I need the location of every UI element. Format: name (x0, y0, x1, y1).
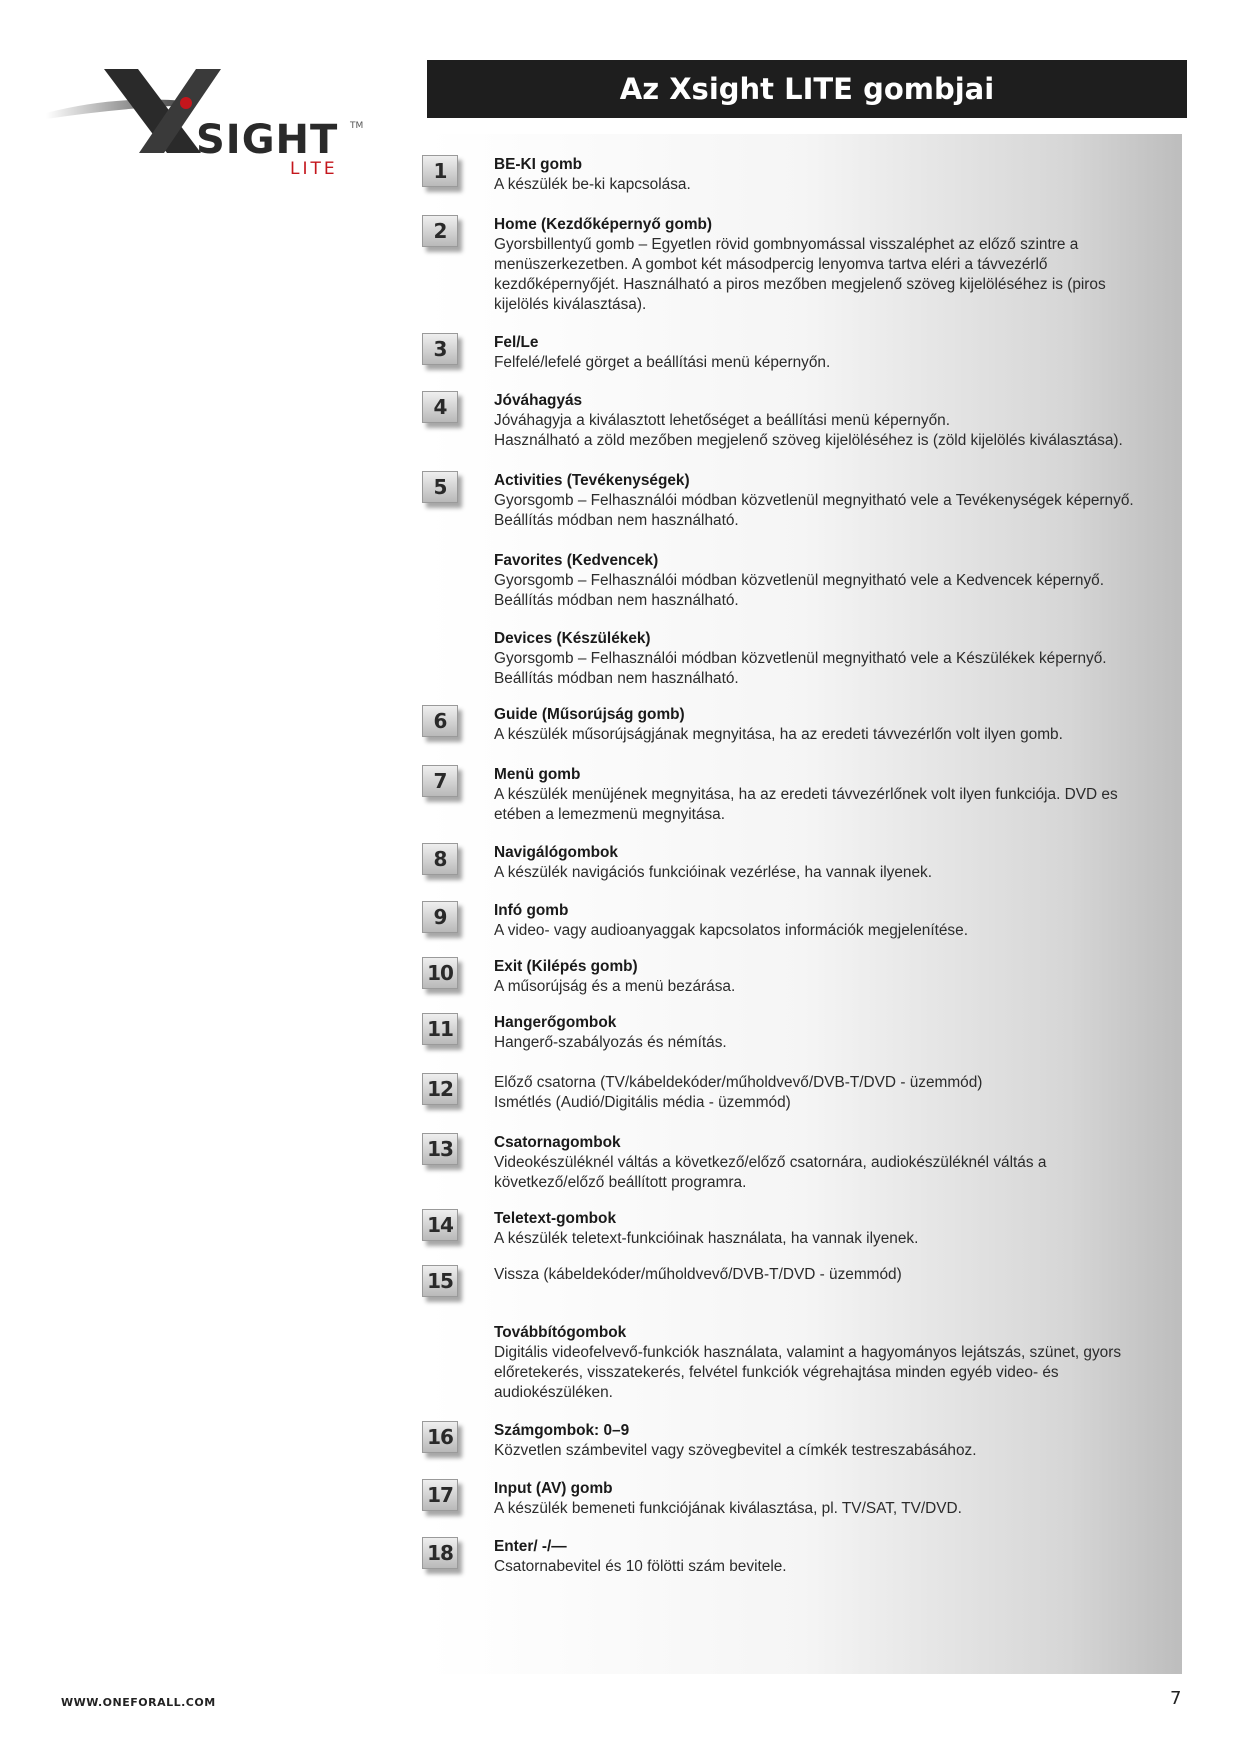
item-heading: Csatornagombok (494, 1134, 621, 1151)
item-text (494, 1537, 1168, 1577)
item-description-line: A készülék menüjének megnyitása, ha az eredeti távvezérlőnek volt ilyen funkciója. DVD es (494, 786, 1118, 803)
item-text (494, 1265, 1168, 1285)
button-number-badge: 13 (422, 1133, 458, 1165)
list-item (418, 471, 1168, 531)
brand-logo (46, 55, 366, 179)
button-list (418, 155, 1168, 1577)
item-text (494, 901, 1168, 941)
item-description-line: Ismétlés (Audió/Digitális média - üzemmód) (494, 1094, 791, 1111)
item-description-line: Gyorsbillentyű gomb – Egyetlen rövid gombnyomással visszaléphet az előző szintre a (494, 236, 1079, 253)
item-description-line: kezdőképernyőjét. Használható a piros mezőben megjelenő szöveg kijelöléséhez is (piros (494, 276, 1106, 293)
item-description-line: Felfelé/lefelé görget a beállítási menü képernyőn. (494, 354, 831, 371)
button-number-badge: 6 (422, 705, 458, 737)
item-description-line: Előző csatorna (TV/kábeldekóder/műholdvevő/DVB-T/DVD - üzemmód) (494, 1074, 983, 1091)
item-heading: Infó gomb (494, 902, 569, 919)
list-item (418, 1265, 1168, 1305)
item-description-line: A készülék műsorújságjának megnyitása, ha az eredeti távvezérlőn volt ilyen gomb. (494, 726, 1063, 743)
button-number-badge: 10 (422, 957, 458, 989)
item-description-line: A készülék bemeneti funkciójának kiválasztása, pl. TV/SAT, TV/DVD. (494, 1500, 962, 1517)
button-number-badge: 7 (422, 765, 458, 797)
logo-lite-label: LITE (290, 159, 338, 179)
item-description-line: Gyorsgomb – Felhasználói módban közvetlenül megnyitható vele a Kedvencek képernyő. (494, 572, 1104, 589)
item-heading: Devices (Készülékek) (494, 630, 651, 647)
item-text (494, 391, 1168, 451)
item-text (494, 333, 1168, 373)
item-description-line: A műsorújság és a menü bezárása. (494, 978, 736, 995)
item-text (494, 1073, 1168, 1113)
item-heading: Hangerőgombok (494, 1014, 617, 1031)
button-number-badge: 15 (422, 1265, 458, 1297)
item-text (494, 1133, 1168, 1193)
item-description-line: következő/előző beállított programra. (494, 1174, 747, 1191)
list-item (418, 705, 1168, 745)
item-heading: Favorites (Kedvencek) (494, 552, 659, 569)
item-description-line: A készülék be-ki kapcsolása. (494, 176, 691, 193)
list-item (418, 155, 1168, 195)
item-text (494, 1421, 1168, 1461)
item-description-line: Csatornabevitel és 10 fölötti szám bevitele. (494, 1558, 787, 1575)
item-description-line: Beállítás módban nem használható. (494, 592, 739, 609)
item-description-line: Közvetlen számbevitel vagy szövegbevitel a címkék testreszabásához. (494, 1442, 977, 1459)
item-heading: Exit (Kilépés gomb) (494, 958, 638, 975)
item-text (494, 765, 1168, 825)
button-number-badge: 9 (422, 901, 458, 933)
list-item (418, 215, 1168, 315)
list-item (418, 1323, 1168, 1403)
list-item (418, 551, 1168, 611)
button-number-badge: 18 (422, 1537, 458, 1569)
button-number-badge: 3 (422, 333, 458, 365)
item-text (494, 215, 1168, 315)
item-heading: Teletext-gombok (494, 1210, 616, 1227)
trademark-mark: TM (350, 121, 364, 131)
item-heading: Home (Kezdőképernyő gomb) (494, 216, 713, 233)
list-item (418, 1537, 1168, 1577)
item-description-line: Gyorsgomb – Felhasználói módban közvetlenül megnyitható vele a Tevékenységek képernyő. (494, 492, 1134, 509)
list-item (418, 765, 1168, 825)
button-number-badge: 17 (422, 1479, 458, 1511)
item-text (494, 843, 1168, 883)
button-number-badge: 1 (422, 155, 458, 187)
item-description-line: Vissza (kábeldekóder/műholdvevő/DVB-T/DVD - üzemmód) (494, 1266, 902, 1283)
item-description-line: Hangerő-szabályozás és némítás. (494, 1034, 727, 1051)
item-description-line: etében a lemezmenü megnyitása. (494, 806, 725, 823)
item-heading: Activities (Tevékenységek) (494, 472, 690, 489)
page-title: Az Xsight LITE gombjai (427, 60, 1187, 118)
item-text (494, 1209, 1168, 1249)
item-description-line: A készülék navigációs funkcióinak vezérlése, ha vannak ilyenek. (494, 864, 933, 881)
list-item (418, 1013, 1168, 1053)
list-item (418, 333, 1168, 373)
list-item (418, 1421, 1168, 1461)
page-number: 7 (1170, 1688, 1182, 1709)
item-heading: BE-KI gomb (494, 156, 583, 173)
item-heading: Fel/Le (494, 334, 539, 351)
item-description-line: A video- vagy audioanyaggak kapcsolatos információk megjelenítése. (494, 922, 968, 939)
list-item (418, 629, 1168, 689)
button-number-badge: 4 (422, 391, 458, 423)
item-text (494, 471, 1168, 531)
item-heading: Input (AV) gomb (494, 1480, 613, 1497)
item-description-line: Gyorsgomb – Felhasználói módban közvetlenül megnyitható vele a Készülékek képernyő. (494, 650, 1107, 667)
footer-url: WWW.ONEFORALL.COM (61, 1696, 216, 1709)
button-number-badge: 8 (422, 843, 458, 875)
list-item (418, 957, 1168, 997)
button-number-badge: 11 (422, 1013, 458, 1045)
logo-wordmark: SIGHT (196, 117, 339, 163)
list-item (418, 391, 1168, 451)
item-text (494, 155, 1168, 195)
button-number-badge: 5 (422, 471, 458, 503)
item-description-line: Használható a zöld mezőben megjelenő szöveg kijelöléséhez is (zöld kijelölés kiválasztása). (494, 432, 1123, 449)
item-heading: Navigálógombok (494, 844, 618, 861)
item-text (494, 1323, 1168, 1403)
item-heading: Menü gomb (494, 766, 581, 783)
item-description-line: kijelölés kiválasztása). (494, 296, 647, 313)
list-item (418, 901, 1168, 941)
item-description-line: Beállítás módban nem használható. (494, 670, 739, 687)
item-text (494, 629, 1168, 689)
item-description-line: Beállítás módban nem használható. (494, 512, 739, 529)
item-description-line: Digitális videofelvevő-funkciók használata, valamint a hagyományos lejátszás, szünet, gyors (494, 1344, 1122, 1361)
item-heading: Jóváhagyás (494, 392, 583, 409)
item-text (494, 1013, 1168, 1053)
item-description-line: audiokészüléken. (494, 1384, 613, 1401)
item-text (494, 705, 1168, 745)
button-number-badge: 14 (422, 1209, 458, 1241)
list-item (418, 1209, 1168, 1249)
item-heading: Számgombok: 0–9 (494, 1422, 630, 1439)
item-description-line: Videokészüléknél váltás a következő/előző csatornára, audiokészüléknél váltás a (494, 1154, 1047, 1171)
button-number-badge: 12 (422, 1073, 458, 1105)
item-description-line: Jóváhagyja a kiválasztott lehetőséget a beállítási menü képernyőn. (494, 412, 951, 429)
button-number-badge: 2 (422, 215, 458, 247)
item-heading: Enter/ -/— (494, 1538, 567, 1555)
list-item (418, 1479, 1168, 1519)
list-item (418, 1073, 1168, 1113)
item-text (494, 551, 1168, 611)
item-description-line: előretekerés, visszatekerés, felvétel funkciók végrehajtása minden egyéb video- és (494, 1364, 1059, 1381)
item-text (494, 957, 1168, 997)
item-description-line: A készülék teletext-funkcióinak használata, ha vannak ilyenek. (494, 1230, 919, 1247)
item-heading: Továbbítógombok (494, 1324, 627, 1341)
button-number-badge: 16 (422, 1421, 458, 1453)
item-heading: Guide (Műsorújság gomb) (494, 706, 685, 723)
item-description-line: menüszerkezetben. A gombot két másodpercig lenyomva tartva eléri a távvezérlő (494, 256, 1048, 273)
list-item (418, 843, 1168, 883)
item-text (494, 1479, 1168, 1519)
list-item (418, 1133, 1168, 1193)
